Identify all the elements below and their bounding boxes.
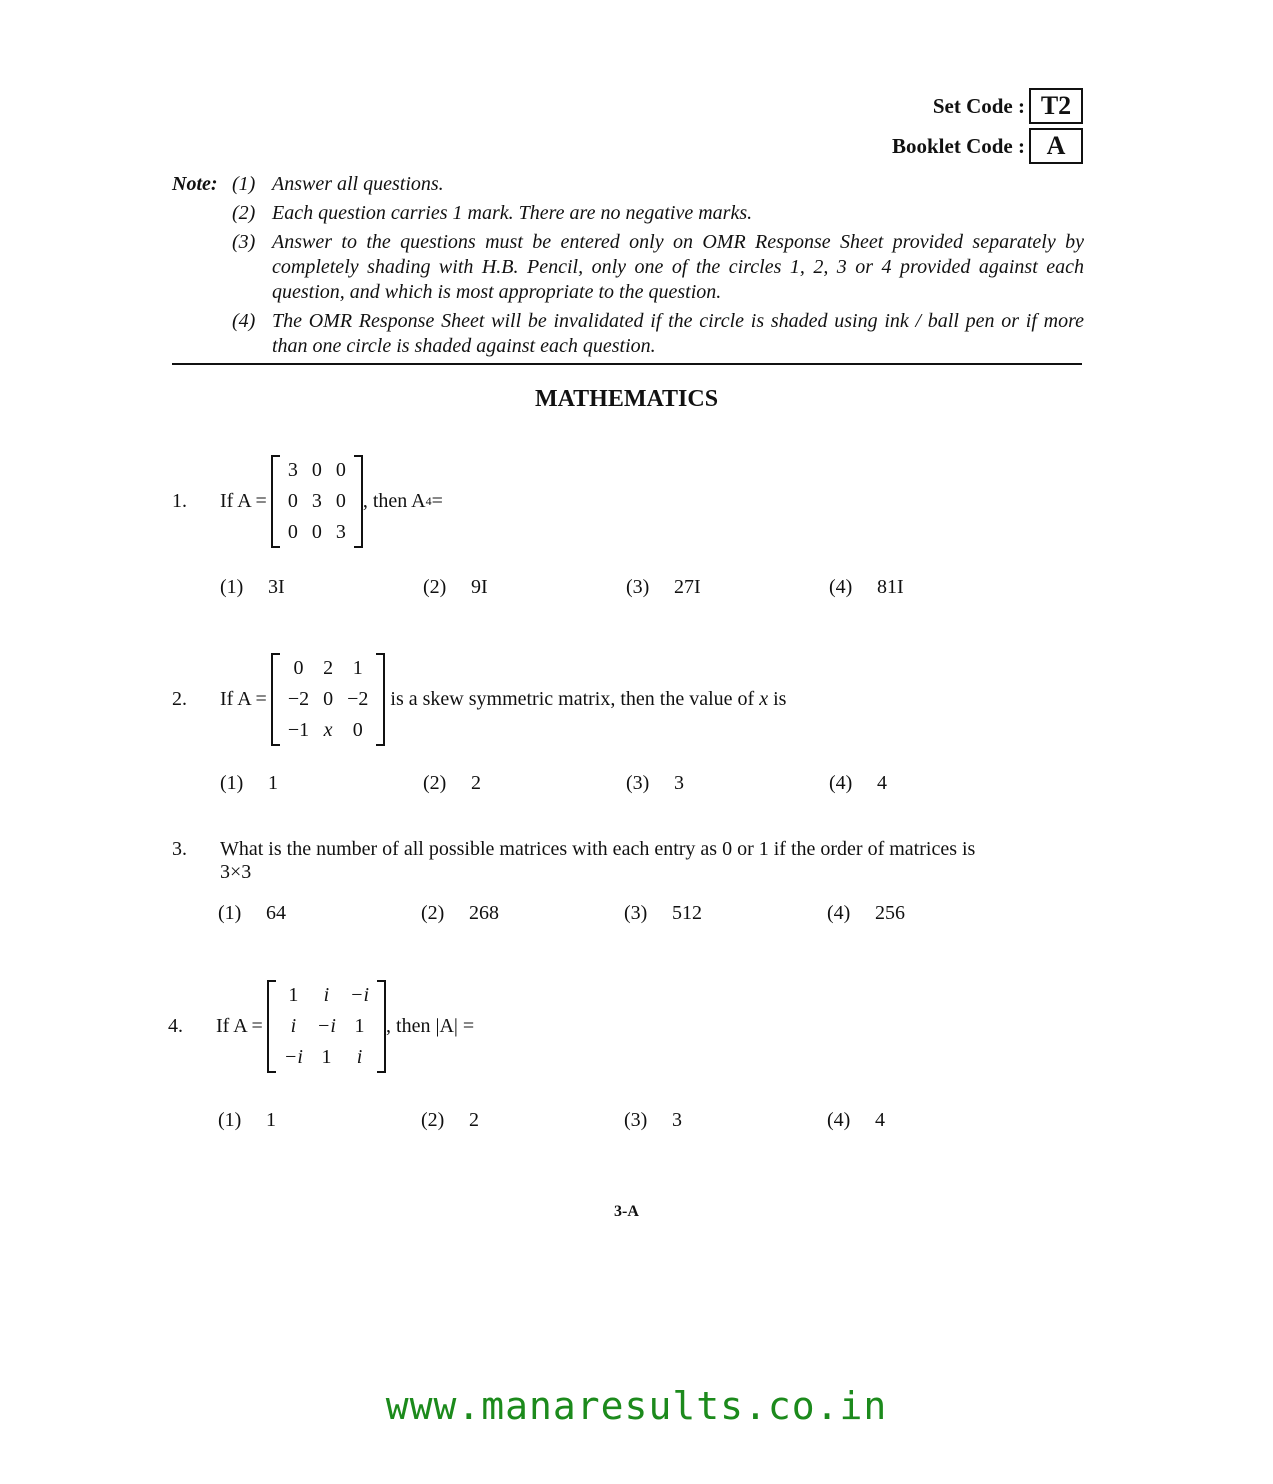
options-4 — [218, 1109, 1030, 1132]
option[interactable] — [423, 772, 626, 795]
matrix-cell: 0 — [335, 490, 346, 512]
set-code-row — [823, 88, 1083, 124]
option-text: 268 — [469, 902, 499, 924]
matrix-cell: −2 — [347, 688, 369, 710]
option-number: (2) — [421, 1109, 445, 1131]
option-text: 9I — [471, 576, 488, 598]
option-number: (1) — [218, 902, 242, 924]
matrix-cell: 0 — [287, 490, 298, 512]
question-number: 3. — [172, 838, 187, 860]
note-item — [172, 309, 1084, 359]
option[interactable] — [218, 902, 421, 925]
question-3 — [172, 838, 1084, 884]
note-item — [172, 172, 1084, 197]
option-text: 1 — [266, 1109, 276, 1131]
matrix-cell: 0 — [323, 688, 334, 710]
set-code-value: T2 — [1029, 88, 1083, 124]
page-number: 3-A — [614, 1203, 639, 1220]
matrix-cell: 3 — [311, 490, 322, 512]
matrix-cell: 1 — [321, 1046, 332, 1068]
booklet-code-value: A — [1029, 128, 1083, 164]
matrix-cell: 0 — [311, 459, 322, 481]
option[interactable] — [421, 1109, 624, 1132]
note-number: (1) — [232, 173, 256, 195]
option[interactable] — [421, 902, 624, 925]
option-number: (3) — [624, 902, 648, 924]
question-prefix: If A = — [216, 1015, 263, 1037]
options-3 — [218, 902, 1030, 925]
matrix-cell: −i — [316, 1015, 336, 1037]
option[interactable] — [624, 902, 827, 925]
matrix-cell: x — [323, 719, 333, 741]
option-number: (4) — [829, 772, 853, 794]
note-number: (3) — [232, 231, 256, 253]
question-suffix-end: is — [768, 688, 787, 710]
matrix-cell: i — [323, 984, 330, 1006]
question-prefix: If A = — [220, 490, 267, 512]
matrix-cell: 3 — [287, 459, 298, 481]
option-text: 4 — [877, 772, 887, 794]
matrix-cell: i — [356, 1046, 363, 1068]
note-text: The OMR Response Sheet will be invalidated if the circle is shaded using ink / ball pen or if more than one circle is shaded against each question. — [272, 310, 1084, 357]
option-number: (1) — [218, 1109, 242, 1131]
option-text: 512 — [672, 902, 702, 924]
question-2 — [172, 653, 786, 746]
option[interactable] — [827, 1109, 1030, 1132]
question-prefix: If A = — [220, 688, 267, 710]
option[interactable] — [220, 576, 423, 599]
booklet-code-label: Booklet Code : — [892, 133, 1025, 158]
option-text: 3 — [672, 1109, 682, 1131]
matrix-cell: 1 — [352, 657, 363, 679]
option-number: (1) — [220, 576, 244, 598]
instructions — [172, 172, 1084, 363]
question-suffix: is a skew symmetric matrix, then the value of — [385, 688, 760, 710]
matrix-cell: 0 — [352, 719, 363, 741]
option-text: 2 — [471, 772, 481, 794]
matrix-cell: −2 — [287, 688, 310, 710]
note-number: (4) — [232, 310, 256, 332]
code-block — [823, 88, 1083, 168]
option-text: 81I — [877, 576, 904, 598]
exponent: 4 — [425, 494, 432, 508]
option-number: (2) — [423, 576, 447, 598]
matrix — [271, 455, 363, 548]
option[interactable] — [626, 772, 829, 795]
option-text: 27I — [674, 576, 701, 598]
note-text: Answer to the questions must be entered only on OMR Response Sheet provided separately by completely shading with H.B. Pencil, only one of the circles 1, 2, 3 or 4 provided against each question, and which is most appropriate to the question. — [272, 231, 1084, 303]
option-number: (2) — [423, 772, 447, 794]
option-number: (3) — [626, 772, 650, 794]
note-heading: Note: — [172, 173, 218, 195]
note-text: Each question carries 1 mark. There are no negative marks. — [272, 202, 753, 224]
footer-url[interactable]: www.manaresults.co.in — [385, 1384, 888, 1428]
option[interactable] — [423, 576, 626, 599]
option-number: (4) — [829, 576, 853, 598]
option-text: 4 — [875, 1109, 885, 1131]
question-number: 2. — [172, 688, 187, 710]
matrix — [271, 653, 386, 746]
option-number: (4) — [827, 1109, 851, 1131]
question-text: What is the number of all possible matrices with each entry as 0 or 1 if the order of matrices is — [220, 838, 976, 860]
option-number: (2) — [421, 902, 445, 924]
option[interactable] — [829, 772, 1032, 795]
matrix-cell: 0 — [293, 657, 304, 679]
options-1 — [220, 576, 1032, 599]
question-text-line2: 3×3 — [220, 861, 252, 883]
option[interactable] — [626, 576, 829, 599]
option[interactable] — [827, 902, 1030, 925]
matrix-cell: 0 — [287, 521, 298, 543]
divider — [172, 363, 1082, 365]
question-variable: x — [759, 688, 769, 710]
question-suffix-end: = — [431, 490, 443, 512]
matrix-cell: 1 — [354, 1015, 365, 1037]
matrix-cell: i — [290, 1015, 297, 1037]
subject-title: MATHEMATICS — [534, 386, 719, 412]
option[interactable] — [220, 772, 423, 795]
matrix-cell: 0 — [311, 521, 322, 543]
matrix-cell: −i — [283, 1046, 303, 1068]
option-text: 1 — [268, 772, 278, 794]
option-number: (1) — [220, 772, 244, 794]
note-number: (2) — [232, 202, 256, 224]
question-4 — [168, 980, 474, 1073]
matrix-cell: −1 — [287, 719, 310, 741]
options-2 — [220, 772, 1032, 795]
matrix-cell: −i — [349, 984, 370, 1006]
option-text: 3 — [674, 772, 684, 794]
matrix-cell: 2 — [323, 657, 334, 679]
question-suffix: , then A — [362, 490, 426, 512]
note-text: Answer all questions. — [272, 173, 444, 195]
option[interactable] — [624, 1109, 827, 1132]
option-text: 256 — [875, 902, 905, 924]
option-text: 2 — [469, 1109, 479, 1131]
set-code-label: Set Code : — [932, 93, 1025, 118]
question-number: 1. — [172, 490, 187, 512]
matrix-cell: 3 — [335, 521, 346, 543]
option[interactable] — [829, 576, 1032, 599]
option-number: (4) — [827, 902, 851, 924]
option-text: 64 — [266, 902, 286, 924]
matrix — [267, 980, 386, 1073]
booklet-code-row — [823, 128, 1083, 164]
option-text: 3I — [268, 576, 285, 598]
question-suffix: , then |A| = — [386, 1015, 475, 1037]
option[interactable] — [218, 1109, 421, 1132]
note-item — [172, 201, 1084, 226]
option-number: (3) — [624, 1109, 648, 1131]
question-1 — [172, 455, 443, 548]
matrix-cell: 1 — [288, 984, 299, 1006]
option-number: (3) — [626, 576, 650, 598]
matrix-cell: 0 — [335, 459, 346, 481]
question-number: 4. — [168, 1015, 183, 1037]
note-item — [172, 230, 1084, 305]
